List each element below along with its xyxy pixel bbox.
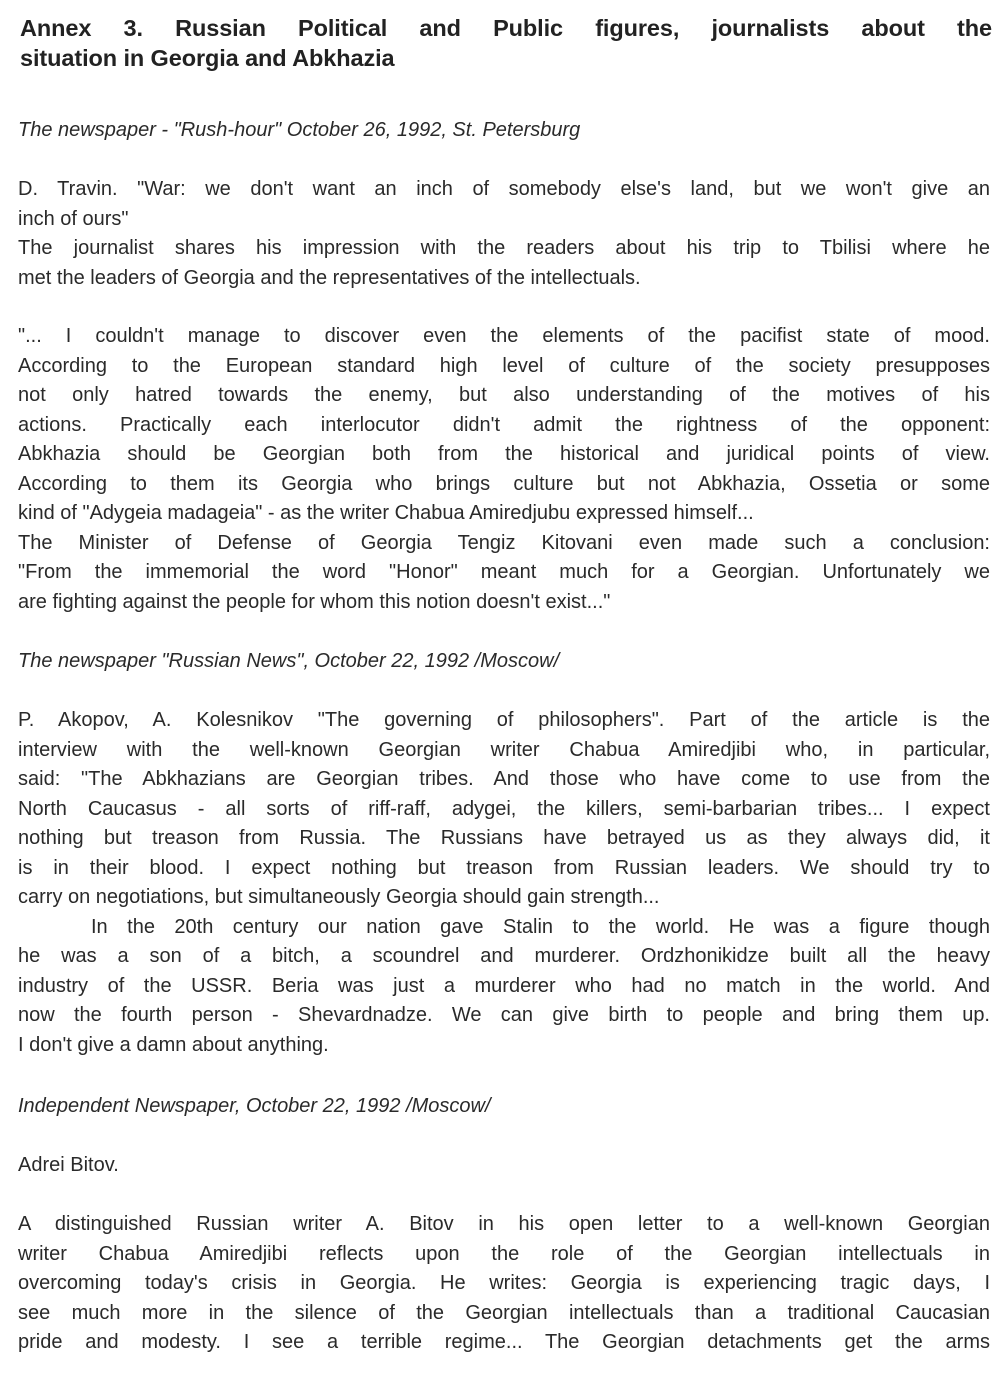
text-line: pride and modesty. I see a terrible regime... The Georgian detachments get the arms bbox=[18, 1331, 990, 1353]
text-line: kind of "Adygeia madageia" - as the writer Chabua Amiredjubu expressed himself... bbox=[18, 502, 754, 524]
text-line: see much more in the silence of the Georgian intellectuals than a traditional Caucasian bbox=[18, 1301, 990, 1324]
text-line: interview with the well-known Georgian writer Chabua Amiredjibi who, in particular, bbox=[18, 738, 990, 761]
paragraph-bitov-author bbox=[18, 1151, 990, 1181]
title-line: Annex 3. Russian Political and Public figures, journalists about the bbox=[20, 15, 992, 41]
text-line: now the fourth person - Shevardnadze. We can give birth to people and bring them up. bbox=[18, 1004, 990, 1026]
paragraph-travin-intro bbox=[18, 175, 990, 293]
annex-title bbox=[20, 14, 992, 73]
text-line: In the 20th century our nation gave Stalin to the world. He was a figure though bbox=[91, 915, 990, 938]
text-line: According to them its Georgia who brings culture but not Abkhazia, Ossetia or some bbox=[18, 472, 990, 495]
section-source-independent-newspaper: Independent Newspaper, October 22, 1992 /Moscow/ bbox=[18, 1095, 491, 1117]
text-line: Abkhazia should be Georgian both from the historical and juridical points of view. bbox=[18, 443, 990, 465]
text-line: The journalist shares his impression with the readers about his trip to Tbilisi where he bbox=[18, 237, 990, 259]
text-line: said: "The Abkhazians are Georgian tribes. And those who have come to use from the bbox=[18, 768, 990, 790]
text-line: writer Chabua Amiredjibi reflects upon the role of the Georgian intellectuals in bbox=[18, 1242, 990, 1265]
text-line: inch of ours" bbox=[18, 207, 129, 230]
text-line: North Caucasus - all sorts of riff-raff, adygei, the killers, semi-barbarian tribes... I expect bbox=[18, 797, 990, 820]
title-line: situation in Georgia and Abkhazia bbox=[20, 44, 395, 71]
text-line: "... I couldn't manage to discover even the elements of the pacifist state of mood. bbox=[18, 325, 990, 347]
text-line: I don't give a damn about anything. bbox=[18, 1033, 329, 1056]
text-line: industry of the USSR. Beria was just a murderer who had no match in the world. And bbox=[18, 974, 990, 997]
text-line: The Minister of Defense of Georgia Tengiz Kitovani even made such a conclusion: bbox=[18, 531, 990, 554]
text-line: actions. Practically each interlocutor didn't admit the rightness of the opponent: bbox=[18, 413, 990, 436]
paragraph-akopov-interview bbox=[18, 706, 990, 1060]
text-line: carry on negotiations, but simultaneously Georgia should gain strength... bbox=[18, 886, 660, 908]
text-line: P. Akopov, A. Kolesnikov "The governing of philosophers". Part of the article is the bbox=[18, 709, 990, 731]
paragraph-travin-quote bbox=[18, 322, 990, 617]
text-line: According to the European standard high level of culture of the society presupposes bbox=[18, 354, 990, 377]
text-line: nothing but treason from Russia. The Russians have betrayed us as they always did, it bbox=[18, 827, 990, 849]
text-line: met the leaders of Georgia and the representatives of the intellectuals. bbox=[18, 266, 641, 289]
paragraph-bitov-letter bbox=[18, 1210, 990, 1358]
text-line: D. Travin. "War: we don't want an inch of somebody else's land, but we won't give an bbox=[18, 178, 990, 200]
text-line: not only hatred towards the enemy, but also understanding of the motives of his bbox=[18, 384, 990, 406]
text-line: "From the immemorial the word "Honor" meant much for a Georgian. Unfortunately we bbox=[18, 561, 990, 583]
section-source-russian-news: The newspaper "Russian News", October 22, 1992 /Moscow/ bbox=[18, 650, 560, 672]
author-line: Adrei Bitov. bbox=[18, 1154, 119, 1176]
text-line: overcoming today's crisis in Georgia. He writes: Georgia is experiencing tragic days, I bbox=[18, 1272, 990, 1294]
section-source-rush-hour: The newspaper - "Rush-hour" October 26, 1992, St. Petersburg bbox=[18, 119, 581, 141]
text-line: are fighting against the people for whom this notion doesn't exist..." bbox=[18, 590, 611, 613]
text-line: A distinguished Russian writer A. Bitov in his open letter to a well-known Georgian bbox=[18, 1213, 990, 1235]
text-line: is in their blood. I expect nothing but treason from Russian leaders. We should try to bbox=[18, 856, 990, 879]
text-line: he was a son of a bitch, a scoundrel and murderer. Ordzhonikidze built all the heavy bbox=[18, 945, 990, 967]
